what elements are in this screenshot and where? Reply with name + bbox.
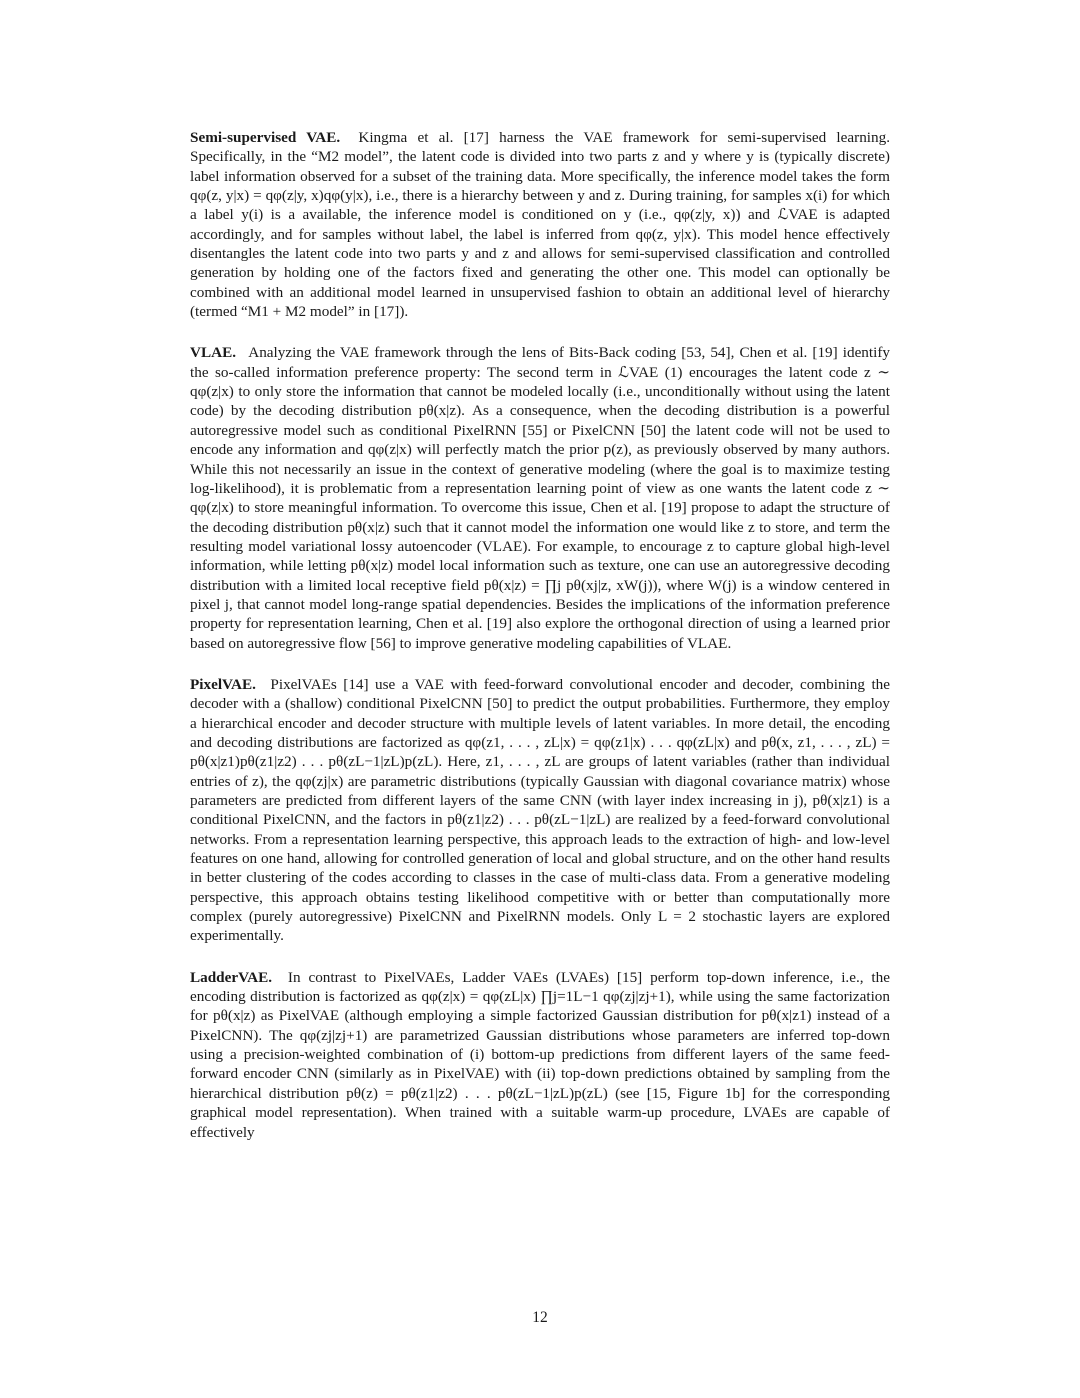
paragraph-pixelvae: [190, 675, 890, 946]
paragraph-heading: LadderVAE.: [190, 968, 273, 986]
paragraph-semi-supervised-vae: [190, 128, 890, 321]
paragraph-heading: VLAE.: [190, 344, 236, 362]
paragraph-heading: Semi-supervised VAE.: [190, 129, 341, 146]
paragraph-vlae: [190, 343, 890, 653]
paragraph-body: In contrast to PixelVAEs, Ladder VAEs (LVAEs) [15] perform top-down inference, i.e., the encoding distribution is factorized as qφ(z|x) = qφ(zL|x) ∏j=1L−1 qφ(zj|zj+1), while using the same factorization for pθ(x|z) as PixelVAE (although employing a simple factorized Gaussian distribution for pθ(x|z1) instead of a PixelCNN). The qφ(zj|zj+1) are parametrized Gaussian distributions whose parameters are inferred top-down using a precision-weighted combination of (i) bottom-up predictions from different layers of the same feed-forward encoder CNN (similarly as in PixelVAE) with (ii) top-down predictions obtained by sampling from the hierarchical distribution pθ(z) = pθ(z1|z2) . . . pθ(zL−1|zL)p(zL) (see [15, Figure 1b] for the corresponding graphical model representation). When trained with a suitable warm-up procedure, LVAEs are capable of effectively: [190, 968, 890, 1141]
text-column: [190, 128, 890, 1164]
page-number: 12: [532, 1309, 548, 1326]
paragraph-body: Kingma et al. [17] harness the VAE framework for semi-supervised learning. Specifically, in the “M2 model”, the latent code is divided into two parts z and y where y is (typically discrete) label information observed for a subset of the training data. More specifically, the inference model takes the form qφ(z, y|x) = qφ(z|y, x)qφ(y|x), i.e., there is a hierarchy between y and z. During training, for samples x(i) for which a label y(i) is a available, the inference model is conditioned on y (i.e., qφ(z|y, x)) and ℒVAE is adapted accordingly, and for samples without label, the label is inferred from qφ(z, y|x). This model hence effectively disentangles the latent code into two parts y and z and allows for semi-supervised classification and controlled generation by holding one of the factors fixed and generating the other one. This model can optionally be combined with an additional model learned in unsupervised fashion to obtain an additional level of hierarchy (termed “M1 + M2 model” in [17]).: [190, 129, 890, 321]
paragraph-body: PixelVAEs [14] use a VAE with feed-forward convolutional encoder and decoder, combining the decoder with a (shallow) conditional PixelCNN [50] to predict the output probabilities. Furthermore, they employ a hierarchical encoder and decoder structure with multiple levels of latent variables. In more detail, the encoding and decoding distributions are factorized as qφ(z1, . . . , zL|x) = qφ(z1|x) . . . qφ(zL|x) and pθ(x, z1, . . . , zL) = pθ(x|z1)pθ(z1|z2) . . . pθ(zL−1|zL)p(zL). Here, z1, . . . , zL are groups of latent variables (rather than individual entries of z), the qφ(zj|x) are parametric distributions (typically Gaussian with diagonal covariance matrix) whose parameters are predicted from different layers of the same CNN (with layer index increasing in j), pθ(x|z1) is a conditional PixelCNN, and the factors in pθ(z1|z2) . . . pθ(zL−1|zL) are realized by a feed-forward convolutional networks. From a representation learning perspective, this approach leads to the extraction of high- and low-level features on one hand, allowing for controlled generation of local and global structure, and on the other hand results in better clustering of the codes according to classes in the case of multi-class data. From a generative modeling perspective, this approach obtains testing likelihood competitive with or better than computationally more complex (purely autoregressive) PixelCNN and PixelRNN models. Only L = 2 stochastic layers are explored experimentally.: [190, 675, 891, 945]
paragraph-body: Analyzing the VAE framework through the lens of Bits-Back coding [53, 54], Chen et al. [19] identify the so-called information preference property: The second term in ℒVAE (1) encourages the latent code z ∼ qφ(z|x) to only store the information that cannot be modeled locally (i.e., unconditionally without using the latent code) by the decoding distribution pθ(x|z). As a consequence, when the decoding distribution is a powerful autoregressive model such as conditional PixelRNN [55] or PixelCNN [50] the latent code will not be used to encode any information and qφ(z|x) will perfectly match the prior p(z), as previously observed by many authors. While this not necessarily an issue in the context of generative modeling (where the goal is to maximize testing log-likelihood), it is problematic from a representation learning point of view as one wants the latent code z ∼ qφ(z|x) to store meaningful information. To overcome this issue, Chen et al. [19] propose to adapt the structure of the decoding distribution pθ(x|z) such that it cannot model the information one would like z to store, and term the resulting model variational lossy autoencoder (VLAE). For example, to encourage z to capture global high-level information, while letting pθ(x|z) model local information such as texture, one can use an autoregressive decoding distribution with a limited local receptive field pθ(x|z) = ∏j pθ(xj|z, xW(j)), where W(j) is a window centered in pixel j, that cannot model long-range spatial dependencies. Besides the implications of the information preference property for representation learning, Chen et al. [19] also explore the orthogonal direction of using a learned prior based on autoregressive flow [56] to improve generative modeling capabilities of VLAE.: [190, 344, 890, 652]
paragraph-laddervae: [190, 968, 890, 1142]
paragraph-heading: PixelVAE.: [190, 675, 256, 693]
